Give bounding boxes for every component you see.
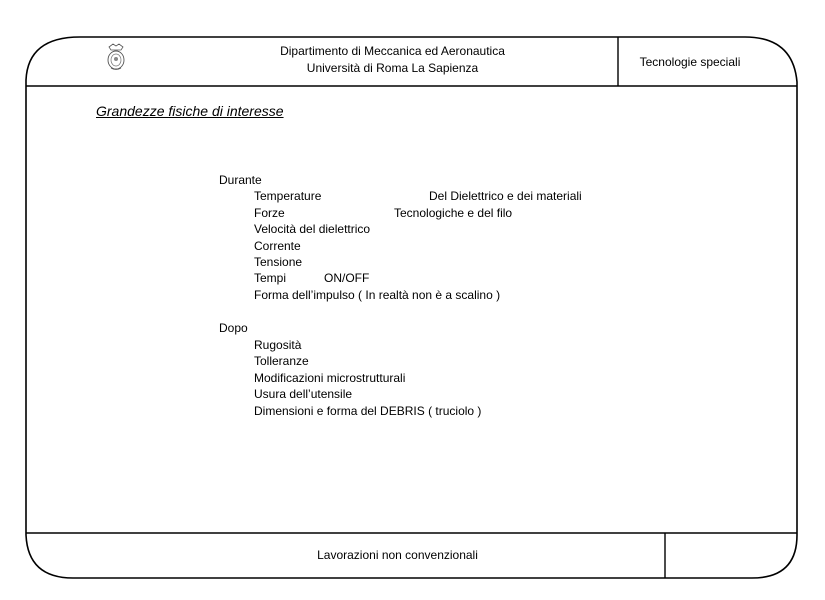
list-item-label: Rugosità	[254, 338, 302, 352]
list-item-label: Tensione	[254, 255, 303, 269]
footer-title: Lavorazioni non convenzionali	[317, 548, 478, 562]
university-name: Università di Roma La Sapienza	[306, 61, 479, 75]
department-name: Dipartimento di Meccanica ed Aeronautica	[280, 44, 505, 58]
list-item-label: Modificazioni microstrutturali	[254, 371, 406, 385]
list-item-label: Tempi	[254, 271, 287, 285]
durante-heading: Durante	[219, 173, 262, 187]
university-seal-icon	[105, 42, 127, 72]
list-item-label: Tolleranze	[254, 354, 309, 368]
course-name: Tecnologie speciali	[639, 55, 741, 69]
list-item-label: Velocità del dielettrico	[254, 222, 371, 236]
dopo-heading: Dopo	[219, 321, 248, 335]
list-item-detail: Tecnologiche e del filo	[394, 206, 513, 220]
list-item-label: Dimensioni e forma del DEBRIS ( truciolo )	[254, 404, 482, 418]
page-title: Grandezze fisiche di interesse	[96, 103, 284, 119]
list-item-label: Temperature	[254, 189, 322, 203]
list-item-label: Forze	[254, 206, 285, 220]
list-item-label: Usura dell’utensile	[254, 387, 353, 401]
list-item-label: Corrente	[254, 239, 301, 253]
list-item-detail: Del Dielettrico e dei materiali	[429, 189, 582, 203]
list-item-label: Forma dell’impulso ( In realtà non è a scalino )	[254, 288, 501, 302]
list-item-detail: ON/OFF	[324, 271, 370, 285]
